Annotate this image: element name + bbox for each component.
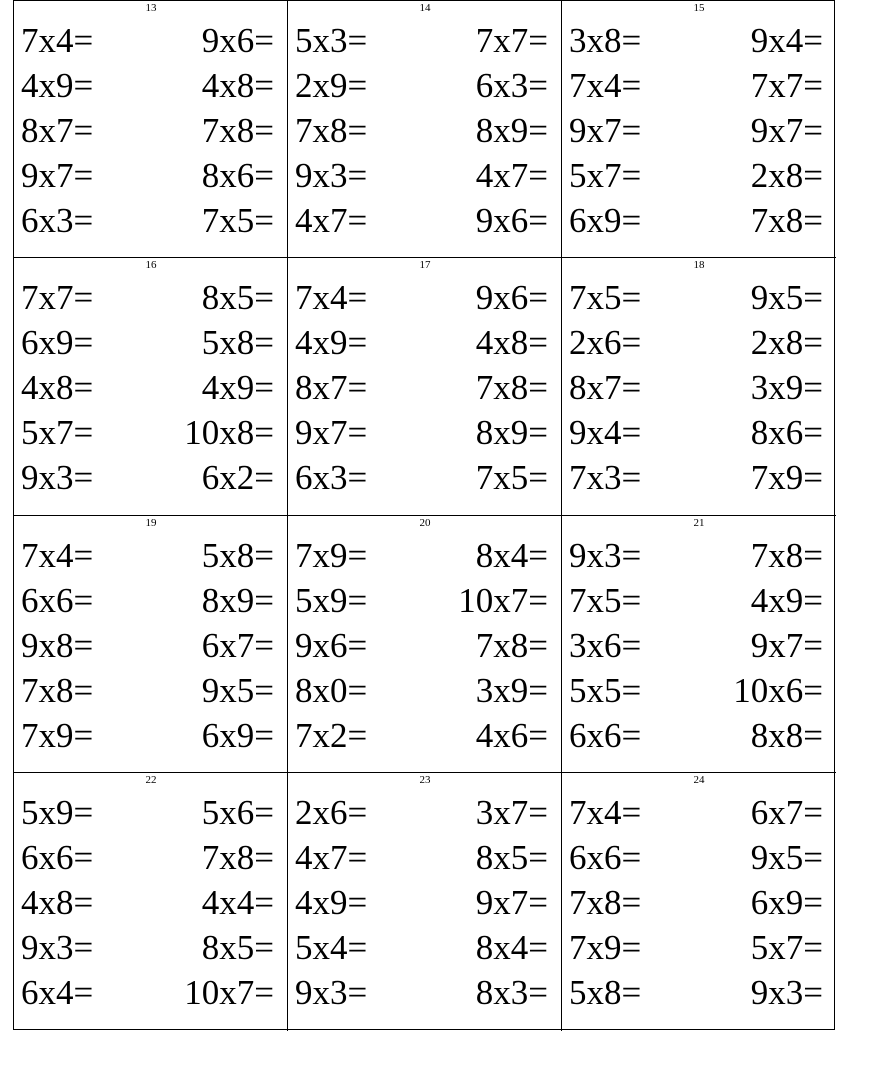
problem-list (14, 18, 287, 243)
problem-card (288, 1, 562, 258)
problem-left: 6x6= (569, 838, 642, 877)
problem-right: 8x8= (750, 716, 823, 755)
problem-left: 8x0= (295, 671, 368, 710)
problem-right: 9x6= (475, 201, 548, 240)
problem-list (562, 18, 836, 243)
problem-left: 7x5= (569, 278, 642, 317)
problem-row (14, 925, 287, 970)
problem-right: 7x8= (475, 368, 548, 407)
card-number: 23 (419, 774, 431, 786)
problem-right: 6x3= (475, 66, 548, 105)
problem-row (288, 835, 561, 880)
problem-row (562, 198, 836, 243)
problem-left: 4x9= (21, 66, 94, 105)
problem-left: 9x3= (21, 928, 94, 967)
problem-row (288, 18, 561, 63)
problem-left: 7x4= (295, 278, 368, 317)
problem-right: 7x9= (750, 458, 823, 497)
problem-row (14, 365, 287, 410)
problem-list (14, 275, 287, 500)
problem-right: 7x8= (475, 626, 548, 665)
card-number: 20 (419, 517, 431, 529)
problem-left: 7x4= (21, 21, 94, 60)
problem-right: 4x4= (201, 883, 274, 922)
problem-right: 9x7= (750, 111, 823, 150)
problem-list (14, 790, 287, 1015)
problem-row (288, 713, 561, 758)
problem-row (562, 108, 836, 153)
problem-right: 8x3= (475, 973, 548, 1012)
problem-list (288, 790, 561, 1015)
problem-row (14, 455, 287, 500)
problem-row (14, 835, 287, 880)
problem-left: 6x6= (21, 581, 94, 620)
problem-row (14, 153, 287, 198)
problem-card (562, 773, 836, 1031)
problem-list (288, 533, 561, 758)
problem-row (562, 18, 836, 63)
problem-right: 6x9= (201, 716, 274, 755)
problem-right: 10x8= (184, 413, 274, 452)
problem-right: 4x8= (201, 66, 274, 105)
problem-left: 5x9= (21, 793, 94, 832)
problem-left: 9x6= (295, 626, 368, 665)
problem-right: 3x9= (750, 368, 823, 407)
problem-right: 8x4= (475, 536, 548, 575)
problem-right: 4x7= (475, 156, 548, 195)
problem-left: 5x8= (569, 973, 642, 1012)
problem-card (14, 1, 288, 258)
problem-right: 6x7= (750, 793, 823, 832)
problem-left: 7x4= (569, 66, 642, 105)
problem-row (562, 790, 836, 835)
problem-row (288, 410, 561, 455)
problem-card (562, 1, 836, 258)
card-number: 13 (145, 2, 157, 14)
problem-left: 6x3= (295, 458, 368, 497)
problem-left: 9x7= (295, 413, 368, 452)
problem-card (562, 516, 836, 773)
problem-right: 6x2= (201, 458, 274, 497)
problem-card (288, 773, 562, 1031)
problem-right: 7x8= (750, 536, 823, 575)
problem-row (288, 668, 561, 713)
problem-left: 3x8= (569, 21, 642, 60)
problem-row (14, 623, 287, 668)
problem-left: 4x7= (295, 201, 368, 240)
problem-left: 3x6= (569, 626, 642, 665)
problem-row (14, 198, 287, 243)
problem-row (14, 533, 287, 578)
problem-right: 9x7= (475, 883, 548, 922)
problem-right: 8x5= (475, 838, 548, 877)
problem-left: 7x8= (569, 883, 642, 922)
problem-right: 10x6= (733, 671, 823, 710)
card-number: 18 (693, 259, 705, 271)
problem-left: 6x6= (21, 838, 94, 877)
problem-right: 2x8= (750, 156, 823, 195)
problem-left: 2x6= (569, 323, 642, 362)
problem-left: 2x9= (295, 66, 368, 105)
problem-row (562, 320, 836, 365)
problem-right: 9x6= (201, 21, 274, 60)
problem-left: 9x8= (21, 626, 94, 665)
card-number: 24 (693, 774, 705, 786)
card-number: 16 (145, 259, 157, 271)
problem-right: 9x6= (475, 278, 548, 317)
problem-right: 7x8= (201, 111, 274, 150)
problem-right: 8x6= (750, 413, 823, 452)
problem-left: 4x8= (21, 368, 94, 407)
problem-row (14, 108, 287, 153)
problem-left: 9x3= (21, 458, 94, 497)
problem-left: 5x5= (569, 671, 642, 710)
problem-right: 7x8= (750, 201, 823, 240)
problem-right: 7x8= (201, 838, 274, 877)
problem-row (562, 275, 836, 320)
problem-right: 5x7= (750, 928, 823, 967)
problem-right: 4x9= (201, 368, 274, 407)
problem-row (288, 623, 561, 668)
problem-left: 6x9= (21, 323, 94, 362)
problem-left: 9x3= (295, 156, 368, 195)
problem-left: 7x9= (21, 716, 94, 755)
problem-list (288, 18, 561, 243)
problem-right: 7x7= (750, 66, 823, 105)
problem-row (562, 623, 836, 668)
card-number: 15 (693, 2, 705, 14)
problem-right: 9x4= (750, 21, 823, 60)
problem-row (562, 835, 836, 880)
card-number: 22 (145, 774, 157, 786)
problem-right: 10x7= (458, 581, 548, 620)
problem-right: 5x6= (201, 793, 274, 832)
problem-right: 8x9= (201, 581, 274, 620)
problem-right: 9x3= (750, 973, 823, 1012)
card-number: 21 (693, 517, 705, 529)
problem-left: 7x2= (295, 716, 368, 755)
problem-card (14, 258, 288, 516)
problem-left: 7x9= (295, 536, 368, 575)
problem-card (288, 258, 562, 516)
problem-right: 5x8= (201, 323, 274, 362)
problem-right: 6x9= (750, 883, 823, 922)
problem-row (562, 578, 836, 623)
problem-left: 5x4= (295, 928, 368, 967)
problem-left: 5x9= (295, 581, 368, 620)
problem-row (14, 578, 287, 623)
problem-right: 7x5= (475, 458, 548, 497)
problem-right: 4x6= (475, 716, 548, 755)
problem-row (14, 410, 287, 455)
problem-row (562, 713, 836, 758)
problem-right: 6x7= (201, 626, 274, 665)
problem-left: 7x3= (569, 458, 642, 497)
problem-card (14, 516, 288, 773)
problem-right: 4x9= (750, 581, 823, 620)
problem-left: 4x7= (295, 838, 368, 877)
problem-row (14, 970, 287, 1015)
problem-card (288, 516, 562, 773)
card-number: 19 (145, 517, 157, 529)
problem-left: 7x7= (21, 278, 94, 317)
problem-left: 6x6= (569, 716, 642, 755)
problem-row (288, 108, 561, 153)
problem-left: 4x8= (21, 883, 94, 922)
problem-row (562, 970, 836, 1015)
problem-right: 7x7= (475, 21, 548, 60)
problem-list (562, 790, 836, 1015)
problem-left: 9x7= (21, 156, 94, 195)
problem-left: 4x9= (295, 883, 368, 922)
problem-row (14, 320, 287, 365)
problem-row (14, 275, 287, 320)
problem-left: 7x4= (569, 793, 642, 832)
problem-left: 5x3= (295, 21, 368, 60)
problem-row (562, 533, 836, 578)
problem-left: 7x4= (21, 536, 94, 575)
problem-row (288, 153, 561, 198)
problem-right: 5x8= (201, 536, 274, 575)
problem-list (14, 533, 287, 758)
problem-right: 7x5= (201, 201, 274, 240)
problem-row (14, 713, 287, 758)
problem-left: 7x8= (295, 111, 368, 150)
problem-left: 8x7= (21, 111, 94, 150)
problem-row (288, 925, 561, 970)
problem-left: 4x9= (295, 323, 368, 362)
problem-row (288, 320, 561, 365)
problem-row (562, 668, 836, 713)
problem-right: 2x8= (750, 323, 823, 362)
card-number: 17 (419, 259, 431, 271)
problem-right: 8x9= (475, 111, 548, 150)
problem-left: 7x8= (21, 671, 94, 710)
problem-row (562, 925, 836, 970)
problem-row (14, 880, 287, 925)
problem-right: 9x7= (750, 626, 823, 665)
problem-row (562, 365, 836, 410)
problem-row (562, 455, 836, 500)
problem-row (288, 970, 561, 1015)
problem-right: 8x9= (475, 413, 548, 452)
problem-right: 8x5= (201, 278, 274, 317)
problem-row (288, 533, 561, 578)
problem-right: 9x5= (750, 278, 823, 317)
problem-right: 3x7= (475, 793, 548, 832)
problem-left: 5x7= (569, 156, 642, 195)
problem-left: 6x3= (21, 201, 94, 240)
problem-list (288, 275, 561, 500)
problem-card (562, 258, 836, 516)
problem-row (562, 153, 836, 198)
problem-right: 8x6= (201, 156, 274, 195)
problem-row (562, 410, 836, 455)
problem-row (288, 275, 561, 320)
problem-left: 6x4= (21, 973, 94, 1012)
problem-right: 4x8= (475, 323, 548, 362)
problem-right: 3x9= (475, 671, 548, 710)
problem-right: 10x7= (184, 973, 274, 1012)
problem-left: 5x7= (21, 413, 94, 452)
problem-card (14, 773, 288, 1031)
problem-left: 7x9= (569, 928, 642, 967)
problem-left: 6x9= (569, 201, 642, 240)
problem-row (288, 365, 561, 410)
problem-left: 9x7= (569, 111, 642, 150)
problem-right: 9x5= (750, 838, 823, 877)
problem-row (14, 790, 287, 835)
problem-row (14, 668, 287, 713)
problem-left: 8x7= (295, 368, 368, 407)
problem-right: 8x5= (201, 928, 274, 967)
problem-right: 8x4= (475, 928, 548, 967)
problem-list (562, 533, 836, 758)
problem-row (288, 455, 561, 500)
problem-left: 8x7= (569, 368, 642, 407)
card-number: 14 (419, 2, 431, 14)
problem-row (14, 18, 287, 63)
worksheet-grid (13, 0, 835, 1030)
problem-left: 2x6= (295, 793, 368, 832)
problem-row (14, 63, 287, 108)
problem-row (288, 63, 561, 108)
problem-left: 9x4= (569, 413, 642, 452)
problem-row (562, 63, 836, 108)
problem-left: 9x3= (569, 536, 642, 575)
problem-right: 9x5= (201, 671, 274, 710)
problem-row (562, 880, 836, 925)
problem-row (288, 578, 561, 623)
problem-left: 7x5= (569, 581, 642, 620)
problem-left: 9x3= (295, 973, 368, 1012)
problem-row (288, 198, 561, 243)
problem-row (288, 880, 561, 925)
problem-list (562, 275, 836, 500)
problem-row (288, 790, 561, 835)
